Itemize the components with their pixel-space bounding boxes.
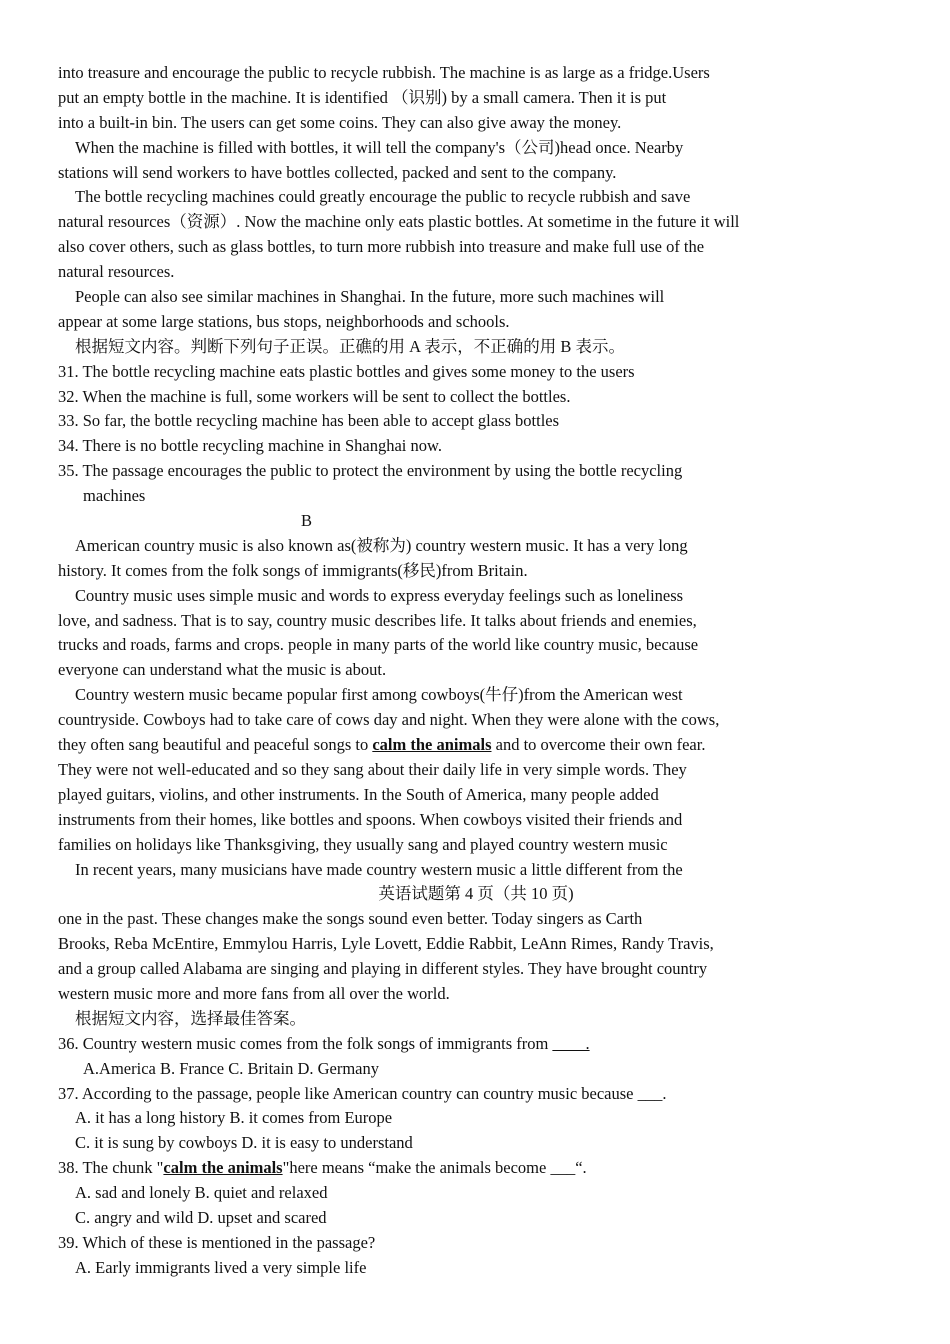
- question-32: 32. When the machine is full, some workers will be sent to collect the bottles.: [58, 386, 571, 406]
- text-line: into a built-in bin. The users can get some coins. They can also give away the money.: [58, 112, 622, 132]
- text-line: into treasure and encourage the public to recycle rubbish. The machine is as large as a fridge.Users: [58, 63, 710, 82]
- text-line: families on holidays like Thanksgiving, they usually sang and played country western music: [58, 834, 668, 854]
- answer-blank: ____.: [552, 1033, 590, 1053]
- text-line: When the machine is filled with bottles, it will tell the company's（公司)head once. Nearby: [75, 137, 684, 157]
- question-37-options: A. it has a long history B. it comes from Europe: [75, 1108, 393, 1128]
- question-36-options: A.America B. France C. Britain D. Germany: [83, 1058, 380, 1078]
- text-fragment: they often sang beautiful and peaceful songs to: [58, 735, 373, 755]
- text-line: western music more and more fans from all over the world.: [58, 983, 450, 1003]
- question-39: 39. Which of these is mentioned in the passage?: [58, 1232, 376, 1252]
- text-line: stations will send workers to have bottles collected, packed and sent to the company.: [58, 162, 617, 182]
- text-line: and a group called Alabama are singing and playing in different styles. They have brought country: [58, 959, 708, 979]
- question-37-options: C. it is sung by cowboys D. it is easy to understand: [75, 1133, 413, 1153]
- question-text: 38. The chunk ": [58, 1158, 164, 1178]
- highlighted-phrase: calm the animals: [163, 1158, 283, 1178]
- section-heading: B: [301, 511, 313, 531]
- text-line: played guitars, violins, and other instruments. In the South of America, many people added: [58, 784, 659, 804]
- question-35: 35. The passage encourages the public to protect the environment by using the bottle recycling: [58, 461, 683, 481]
- text-line: put an empty bottle in the machine. It is identified （识别) by a small camera. Then it is put: [58, 87, 667, 107]
- text-line: Brooks, Reba McEntire, Emmylou Harris, Lyle Lovett, Eddie Rabbit, LeAnn Rimes, Randy Travis,: [58, 934, 714, 954]
- question-33: 33. So far, the bottle recycling machine has been able to accept glass bottles: [58, 411, 560, 431]
- text-fragment: and to overcome their own fear.: [491, 735, 706, 755]
- question-38: [58, 1156, 918, 1181]
- document-page: [58, 61, 918, 1281]
- text-line: Country western music became popular first among cowboys(牛仔)from the American west: [75, 685, 683, 705]
- text-line: history. It comes from the folk songs of immigrants(移民)from Britain.: [58, 560, 528, 580]
- text-line: The bottle recycling machines could greatly encourage the public to recycle rubbish and save: [75, 187, 691, 207]
- text-line: Country music uses simple music and words to express everyday feelings such as loneliness: [75, 585, 684, 605]
- text-line: In recent years, many musicians have made country western music a little different from the: [75, 859, 683, 879]
- text-line: People can also see similar machines in Shanghai. In the future, more such machines will: [75, 287, 665, 307]
- question-36: [58, 1032, 918, 1057]
- question-35-cont: machines: [83, 486, 146, 506]
- text-line: love, and sadness. That is to say, country music describes life. It talks about friends and enemies,: [58, 610, 697, 630]
- text-line: also cover others, such as glass bottles, to turn more rubbish into treasure and make full use of the: [58, 237, 705, 257]
- question-text: "here means “make the animals become ___“.: [282, 1158, 587, 1178]
- text-line: trucks and roads, farms and crops. people in many parts of the world like country music, because: [58, 635, 699, 655]
- text-line: American country music is also known as(被称为) country western music. It has a very long: [75, 535, 688, 555]
- text-line: [58, 733, 918, 758]
- text-line: natural resources（资源）. Now the machine only eats plastic bottles. At sometime in the future it will: [58, 212, 740, 232]
- text-line: everyone can understand what the music is about.: [58, 660, 387, 680]
- question-39-option-a: A. Early immigrants lived a very simple life: [75, 1257, 367, 1277]
- text-line: one in the past. These changes make the songs sound even better. Today singers as Carth: [58, 909, 643, 929]
- text-line: countryside. Cowboys had to take care of cows day and night. When they were alone with the cows,: [58, 710, 720, 730]
- question-37: 37. According to the passage, people like American country can country music because ___.: [58, 1083, 667, 1103]
- question-34: 34. There is no bottle recycling machine in Shanghai now.: [58, 436, 442, 456]
- instruction-text: 根据短文内容，选择最佳答案。: [75, 1008, 306, 1028]
- highlighted-phrase: calm the animals: [372, 735, 492, 755]
- question-text: 36. Country western music comes from the folk songs of immigrants from: [58, 1033, 553, 1053]
- text-line: natural resources.: [58, 262, 175, 282]
- text-line: They were not well-educated and so they sang about their daily life in very simple words. They: [58, 759, 687, 779]
- question-38-options: A. sad and lonely B. quiet and relaxed: [75, 1183, 328, 1203]
- instruction-text: 根据短文内容。判断下列句子正误。正礁的用 A 表示，不正确的用 B 表示。: [75, 336, 626, 356]
- question-38-options: C. angry and wild D. upset and scared: [75, 1207, 327, 1227]
- text-line: instruments from their homes, like bottles and spoons. When cowboys visited their friends and: [58, 809, 683, 829]
- text-line: appear at some large stations, bus stops, neighborhoods and schools.: [58, 311, 510, 331]
- question-31: 31. The bottle recycling machine eats plastic bottles and gives some money to the users: [58, 361, 635, 381]
- page-footer: 英语试题第 4 页（共 10 页): [378, 884, 574, 904]
